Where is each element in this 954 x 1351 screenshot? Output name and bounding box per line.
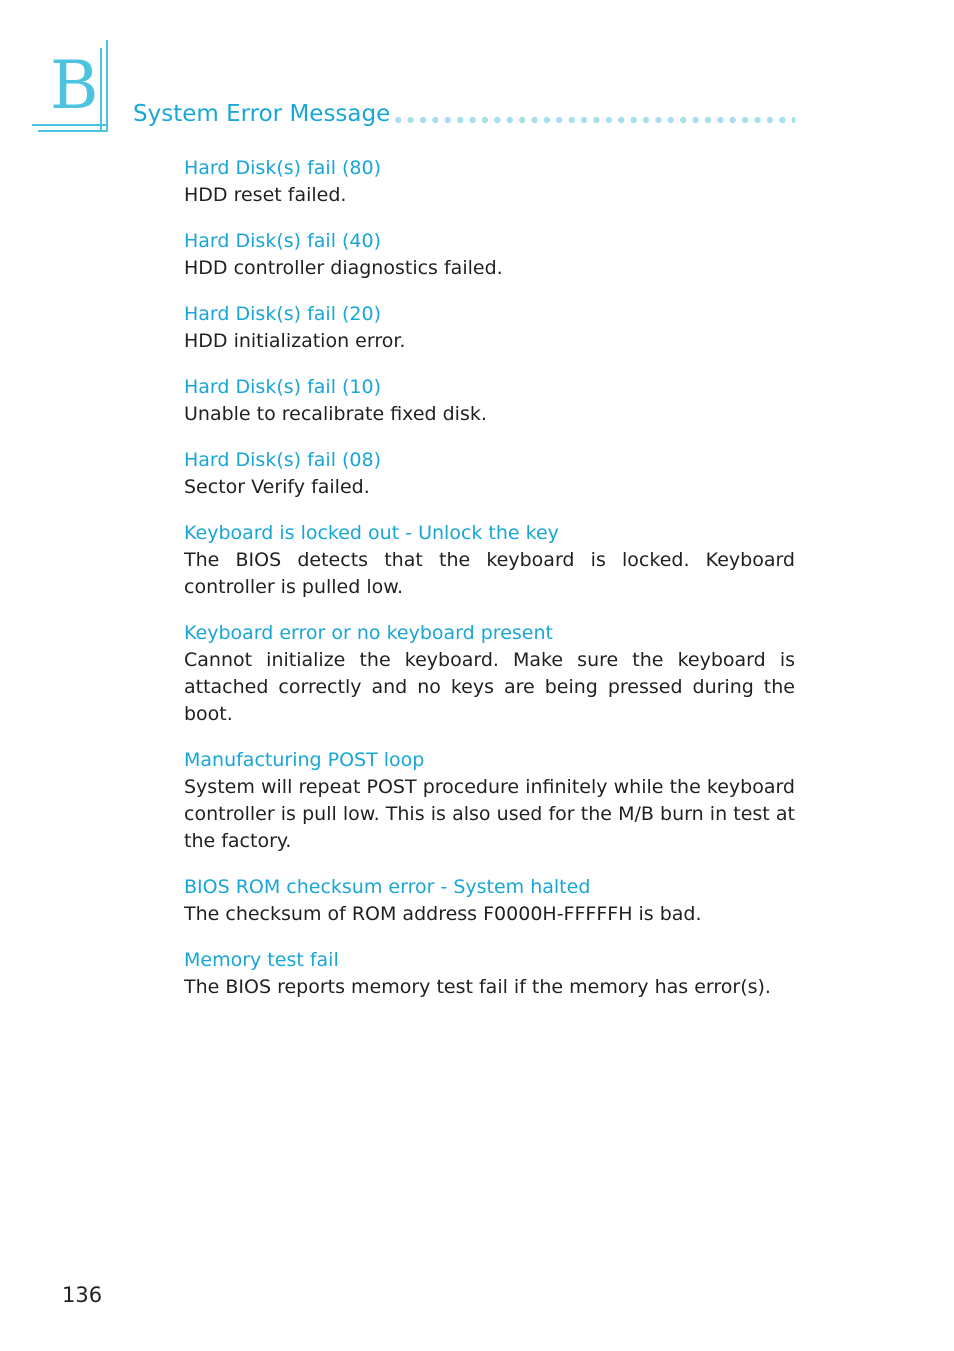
badge-rule-inner <box>100 48 102 132</box>
entry-heading: Keyboard is locked out - Unlock the key <box>184 522 559 544</box>
entry-heading: Hard Disk(s) fail (40) <box>184 230 382 252</box>
entry-heading: BIOS ROM checksum error - System halted <box>184 876 591 898</box>
entry-hdd-80 <box>184 155 795 209</box>
entry-heading: Hard Disk(s) fail (80) <box>184 157 382 179</box>
entry-heading: Manufacturing POST loop <box>184 749 425 771</box>
entry-description: HDD initialization error. <box>184 330 406 352</box>
entry-hdd-08 <box>184 447 795 501</box>
entry-heading: Memory test fail <box>184 949 339 971</box>
entry-keyboard-error <box>184 620 795 728</box>
badge-rule-bottom-2 <box>38 130 108 132</box>
entry-description: Sector Verify failed. <box>184 476 370 498</box>
entry-description: Unable to recalibrate fixed disk. <box>184 403 487 425</box>
badge-rule-outer <box>106 40 108 132</box>
entry-memory-test <box>184 947 795 1001</box>
entry-hdd-10 <box>184 374 795 428</box>
entry-heading: Hard Disk(s) fail (08) <box>184 449 382 471</box>
entry-hdd-20 <box>184 301 795 355</box>
entry-hdd-40 <box>184 228 795 282</box>
entry-description: The checksum of ROM address F0000H-FFFFFH is bad. <box>184 903 702 925</box>
entry-keyboard-locked <box>184 520 795 601</box>
page-number: 136 <box>62 1283 103 1307</box>
entry-description: The BIOS reports memory test fail if the memory has error(s). <box>184 976 771 998</box>
section-title: System Error Message <box>133 101 391 127</box>
entry-description: System will repeat POST procedure infinitely while the keyboard controller is pull low. This is also used for the M/B burn in test at the factory. <box>184 776 795 852</box>
chapter-letter: B <box>50 47 99 124</box>
title-dot-leader <box>392 116 795 124</box>
entry-description: Cannot initialize the keyboard. Make sure the keyboard is attached correctly and no keys are being pressed during the boot. <box>184 649 795 725</box>
entry-rom-checksum <box>184 874 795 928</box>
chapter-badge <box>32 40 112 132</box>
entry-description: HDD controller diagnostics failed. <box>184 257 503 279</box>
entry-description: HDD reset failed. <box>184 184 347 206</box>
entry-heading: Keyboard error or no keyboard present <box>184 622 553 644</box>
entry-description: The BIOS detects that the keyboard is locked. Keyboard controller is pulled low. <box>184 549 795 598</box>
error-message-list <box>184 155 795 1020</box>
entry-manufacturing-loop <box>184 747 795 855</box>
entry-heading: Hard Disk(s) fail (20) <box>184 303 382 325</box>
entry-heading: Hard Disk(s) fail (10) <box>184 376 382 398</box>
